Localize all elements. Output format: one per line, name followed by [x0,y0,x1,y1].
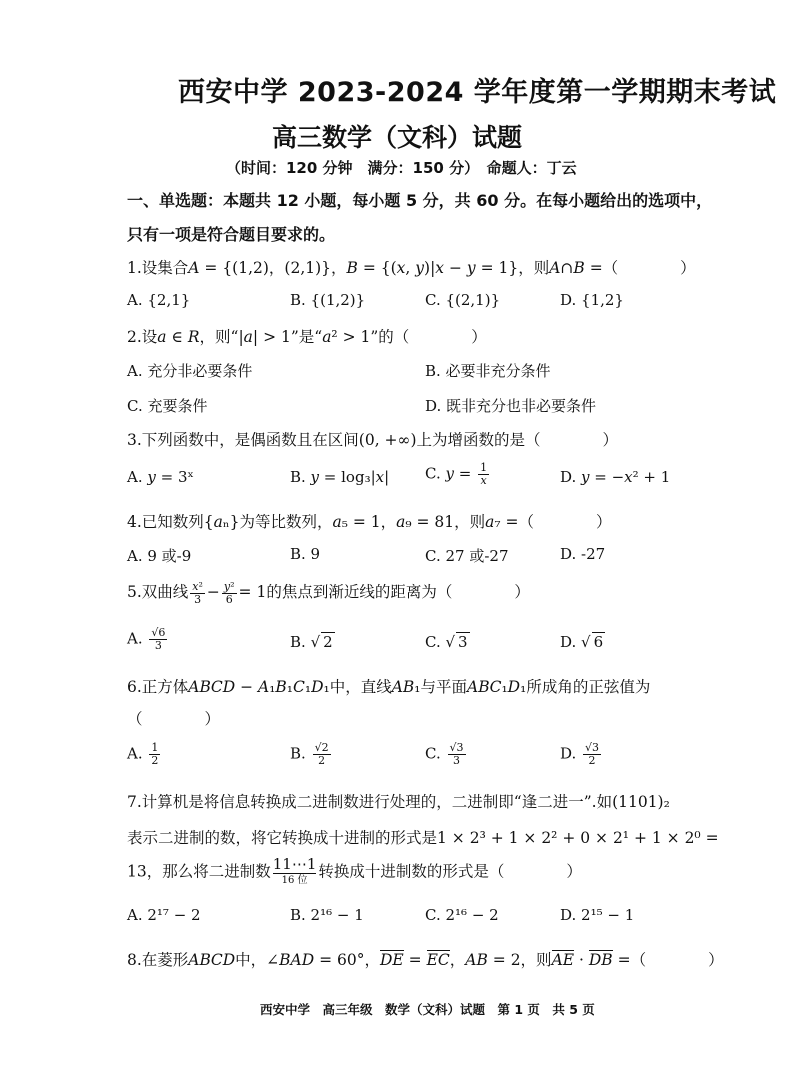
question-3-option-b: B. 𝑦 = log₃|𝑥| [290,468,390,486]
exam-title: 西安中学 2023-2024 学年度第一学期期末考试 [178,77,777,108]
question-2-option-b: B. 必要非充分条件 [425,362,551,380]
section-heading-cont: 只有一项是符合题目要求的。 [127,225,336,244]
question-3-option-a: A. 𝑦 = 3ˣ [127,468,194,486]
fraction: $\frac{√2}{2}$ [314,741,329,767]
vector-ec: 𝐸𝐶 [426,951,450,969]
question-1-stem: 1.设集合𝐴 = {(1,2)，(2,1)}，𝐵 = {(𝑥, 𝑦)|𝑥 − 𝑦 = 1}，则𝐴∩𝐵 =（ ） [127,259,696,277]
vector-db: 𝐷𝐵 [588,951,613,969]
fraction: $\frac{1}{2}$ [151,741,159,767]
question-5-option-c: C. √ 3 [425,633,468,651]
question-1-option-b: B. {(1,2)} [290,291,366,309]
question-4-option-a: A. 9 或-9 [127,547,192,565]
question-2-stem: 2.设𝑎 ∈ 𝑅，则“|𝑎| > 1”是“𝑎² > 1”的（ ） [127,328,487,346]
fraction: $\frac{\text{𝑦²}}{6}$ [223,579,235,606]
question-5-stem: 5.双曲线 $\frac{\text{𝑥²}}{3}$ − $\frac{\text{𝑦²}}{6}$ = 1的焦点到渐近线的距离为（ ） [127,579,530,606]
question-7-option-b: B. 2¹⁶ − 1 [290,906,364,924]
question-6-answer-paren: （ ） [127,710,221,728]
fraction: $\frac{\text{𝑥²}}{3}$ [192,579,203,606]
question-4-option-b: B. 9 [290,545,321,563]
question-2-option-d: D. 既非充分也非必要条件 [425,397,597,415]
question-3-stem: 3.下列函数中，是偶函数且在区间(0, +∞)上为增函数的是（ ） [127,431,618,449]
question-6-option-a: A. $\frac{1}{2}$ [127,741,159,767]
question-7-stem-line2: 表示二进制的数，将它转换成十进制的形式是1 × 2³ + 1 × 2² + 0 × 2¹ + 1 × 2⁰ = [127,829,719,847]
question-8-stem: 8.在菱形𝐴𝐵𝐶𝐷中，∠𝐵𝐴𝐷 = 60°，𝐷𝐸 = 𝐸𝐶，𝐴𝐵 = 2，则𝐴𝐸 · 𝐷𝐵 =（ ） [127,951,724,969]
question-1-option-a: A. {2,1} [127,291,191,309]
question-7-option-c: C. 2¹⁶ − 2 [425,906,499,924]
vector-ae: 𝐴𝐸 [551,951,575,969]
underbrace: 11⋯1 16 位 [272,855,317,886]
page-footer: 西安中学 高三年级 数学（文科）试题 第 1 页 共 5 页 [260,1002,595,1017]
question-6-stem: 6.正方体𝐴𝐵𝐶𝐷 − 𝐴₁𝐵₁𝐶₁𝐷₁中，直线𝐴𝐵₁与平面𝐴𝐵𝐶₁𝐷₁所成角的正弦值为 [127,678,651,696]
question-7-stem-line3: 13，那么将二进制数 11⋯1 16 位 转换成十进制数的形式是（ ） [127,855,582,886]
fraction: $\frac{1}{\text{𝑥}}$ [480,461,488,487]
exam-meta: （时间：120 分钟 满分：150 分） 命题人：丁云 [226,159,577,177]
section-heading: 一、单选题：本题共 12 小题，每小题 5 分，共 60 分。在每小题给出的选项中， [127,191,713,210]
question-5-option-d: D. √ 6 [560,633,604,651]
question-4-stem: 4.已知数列{𝑎ₙ}为等比数列，𝑎₅ = 1，𝑎₉ = 81，则𝑎₇ =（ ） [127,513,612,531]
question-6-option-c: C. $\frac{√3}{3}$ [425,741,464,767]
question-7-option-a: A. 2¹⁷ − 2 [127,906,201,924]
question-3-option-d: D. 𝑦 = −𝑥² + 1 [560,468,671,486]
question-7-option-d: D. 2¹⁵ − 1 [560,906,635,924]
fraction: $\frac{√3}{2}$ [585,741,600,767]
fraction: $\frac{√6}{3}$ [151,626,166,652]
exam-subtitle: 高三数学（文科）试题 [272,123,523,152]
question-5-option-b: B. √ 2 [290,633,333,651]
question-2-option-a: A. 充分非必要条件 [127,362,253,380]
question-2-option-c: C. 充要条件 [127,397,208,415]
question-1-option-c: C. {(2,1)} [425,291,501,309]
question-4-option-d: D. -27 [560,545,606,563]
question-5-option-a: A. $\frac{√6}{3}$ [127,626,166,652]
question-7-stem-line1: 7.计算机是将信息转换成二进制数进行处理的，二进制即“逢二进一”.如(1101)₂ [127,793,670,811]
vector-de: 𝐷𝐸 [379,951,404,969]
question-4-option-c: C. 27 或-27 [425,547,509,565]
question-6-option-b: B. $\frac{√2}{2}$ [290,741,329,767]
question-3-option-c: C. 𝑦 = $\frac{1}{\text{𝑥}}$ [425,461,488,487]
fraction: $\frac{√3}{3}$ [449,741,464,767]
question-1-option-d: D. {1,2} [560,291,624,309]
question-6-option-d: D. $\frac{√3}{2}$ [560,741,600,767]
